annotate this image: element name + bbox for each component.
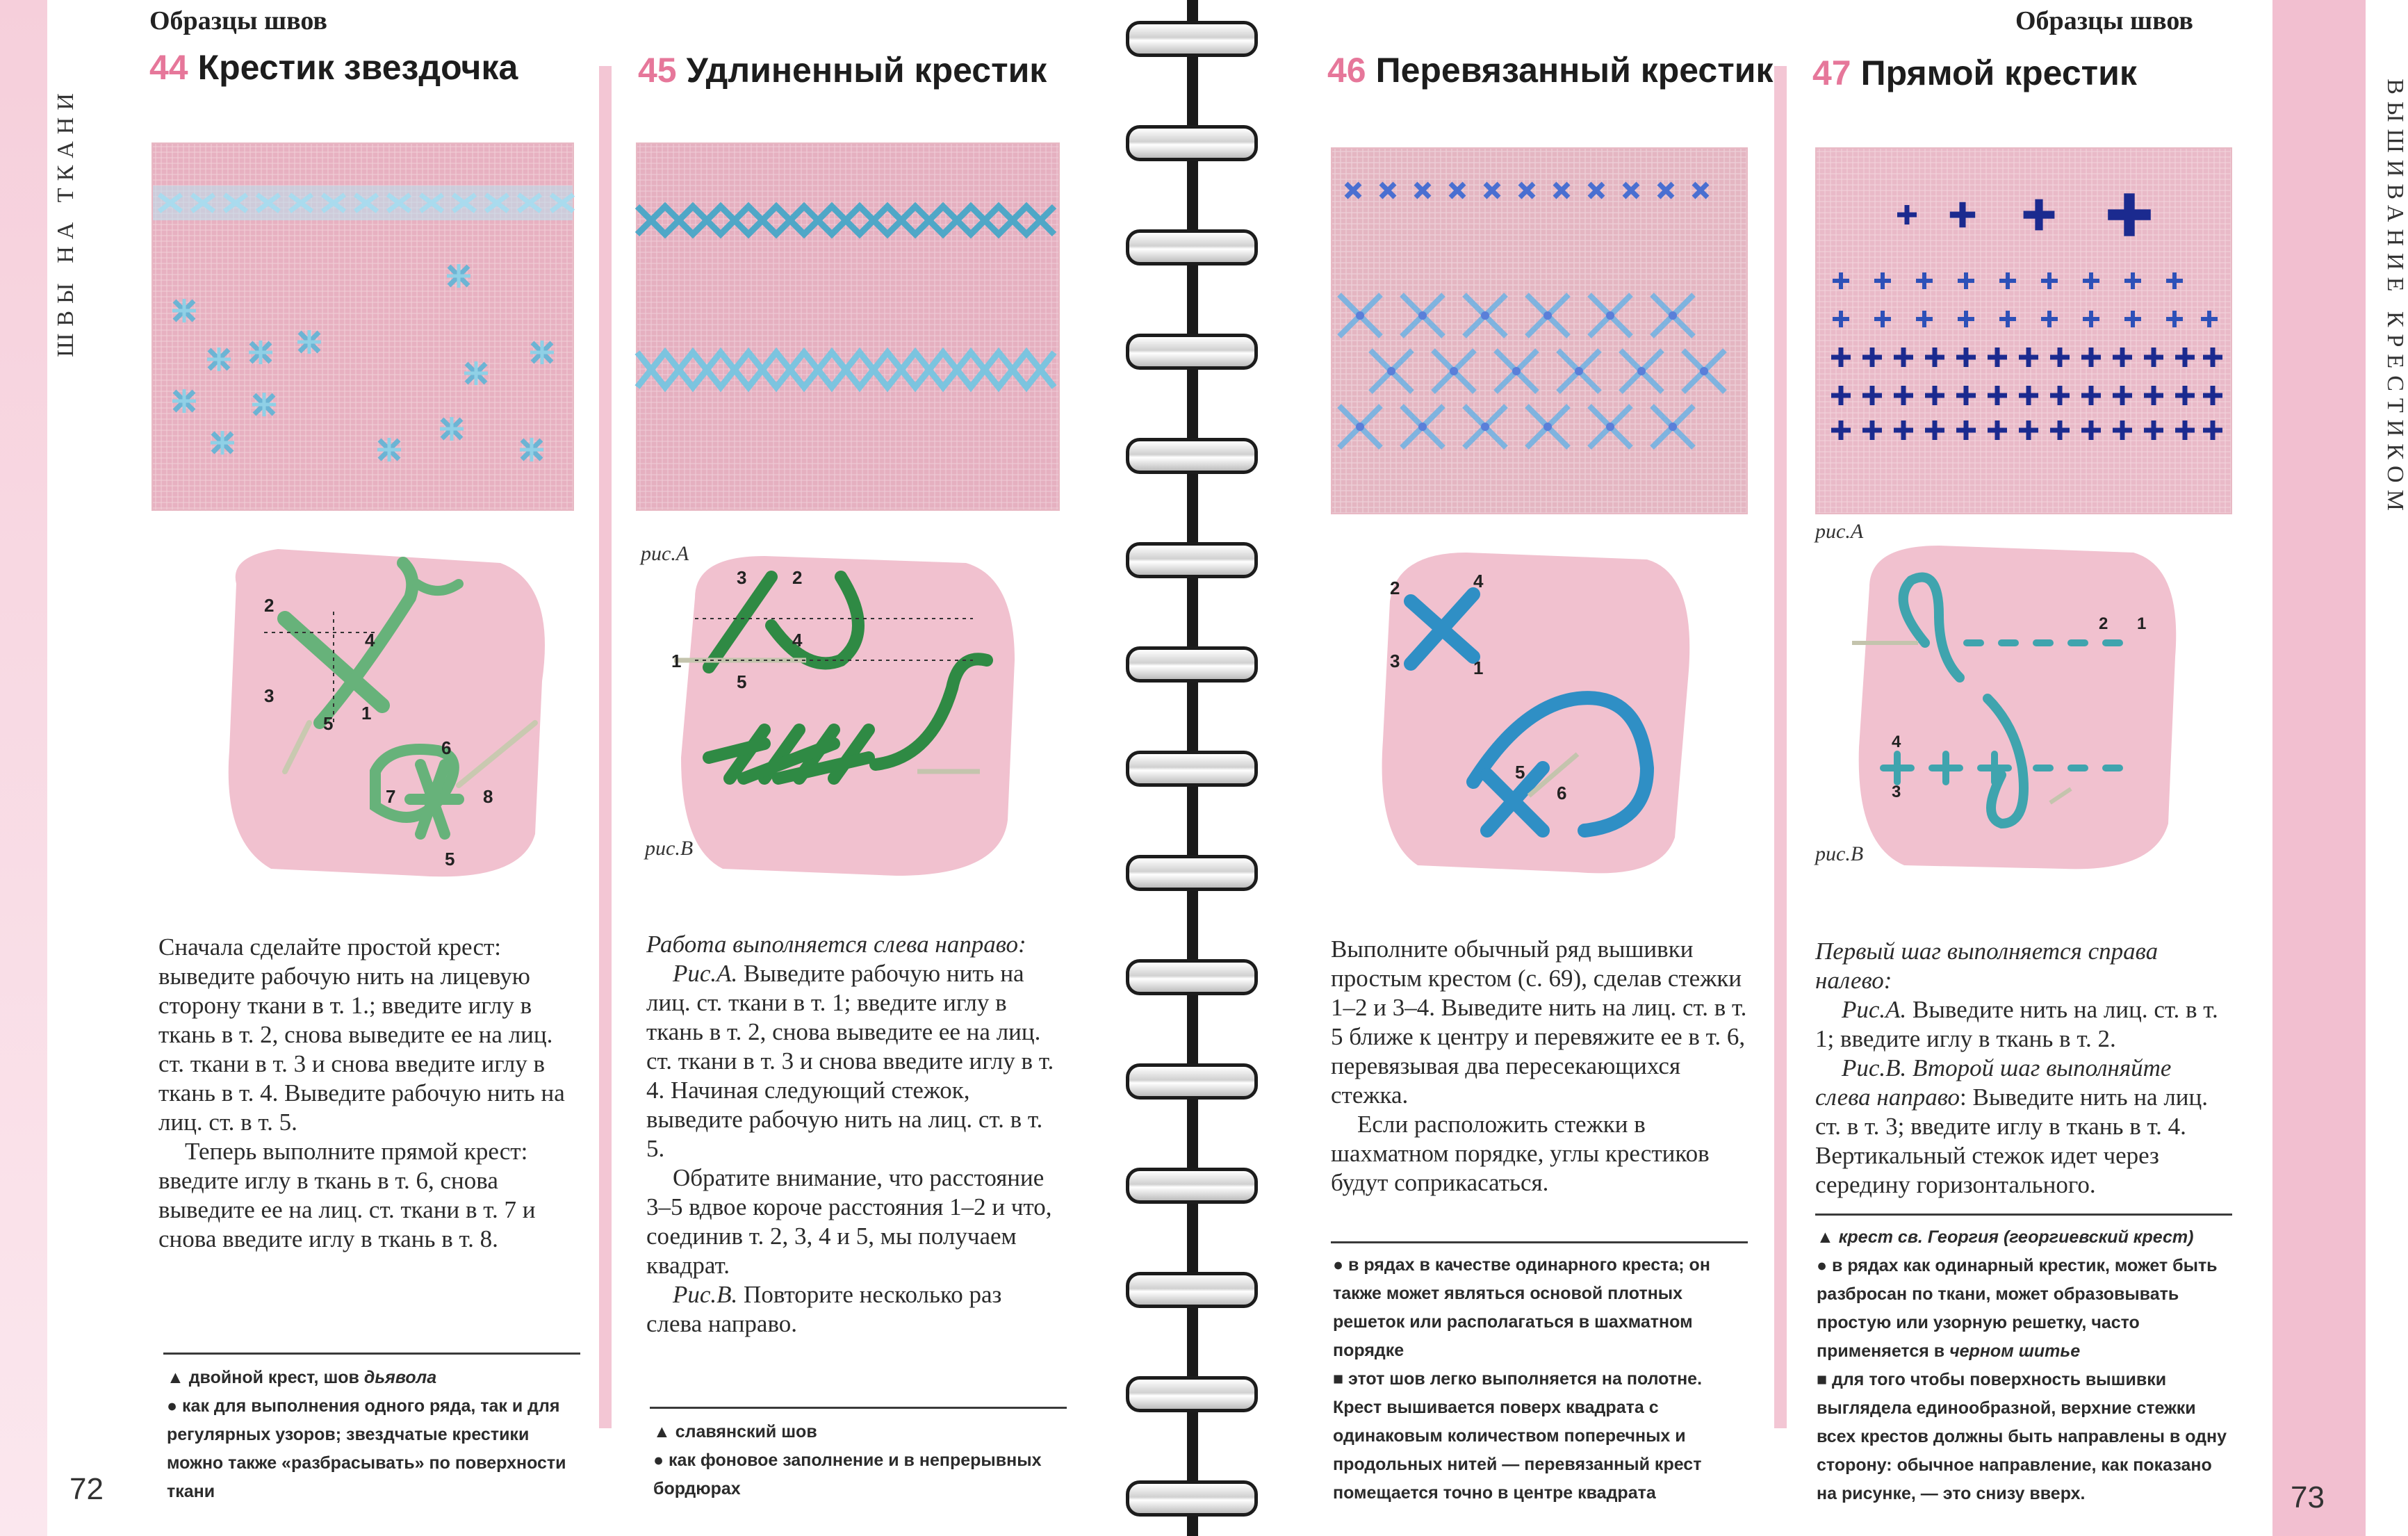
stitch-number: 47 — [1812, 54, 1851, 92]
stitch-notes-44 — [167, 1364, 584, 1506]
tied-cross-sample — [1332, 149, 1746, 513]
diagram-label: 4 — [792, 630, 803, 651]
alt-name: ▲ крест св. Георгия (георгиевский крест) — [1817, 1227, 2194, 1247]
diagram-label: 4 — [1892, 733, 1901, 751]
figure-ref: Рис.В. — [673, 1281, 738, 1308]
diagram-label: 2 — [264, 595, 275, 616]
notes-rule — [163, 1353, 580, 1355]
diagram-label: 2 — [1390, 578, 1400, 598]
tip-note: ■ для того чтобы поверхность вышивки выглядела единообразной, верхние стежки всех крестов должны быть направлены в одну сторону: обычное направление, как показано на рисунке, — это снизу вверх. — [1817, 1370, 2227, 1503]
stitch-diagram-45 — [667, 549, 1029, 883]
intro-line: Первый шаг выполняется справа налево: — [1815, 938, 2159, 994]
diagram-label: 1 — [1473, 657, 1484, 678]
star-cross-sample — [153, 144, 573, 509]
stitch-diagram-47 — [1842, 539, 2189, 886]
figure-ref: Рис.А. — [673, 960, 738, 987]
paragraph: Выполните обычный ряд вышивки простым крестом (с. 69), сделав стежки 1–2 и 3–4. Выведите нить на лиц. ст. в т. 5 ближе к центру и перевяжите ее в т. 6, перевязывая два пересекающихся стежка. — [1331, 936, 1747, 1109]
stitch-photo-44 — [151, 142, 574, 511]
stitch-photo-46 — [1331, 147, 1748, 514]
stitch-body-45 — [646, 930, 1063, 1339]
stitch-notes-46 — [1333, 1251, 1750, 1508]
figure-caption-b: рис.В — [645, 837, 694, 860]
diagram-label: 1 — [2137, 614, 2147, 633]
diagram-label: 2 — [792, 567, 803, 588]
alt-name-prefix: ▲ двойной крест, шов — [167, 1368, 364, 1387]
stitch-number: 46 — [1327, 51, 1366, 90]
diagram-label: 3 — [1390, 651, 1400, 671]
diagram-label: 1 — [671, 651, 682, 671]
figure-caption-a: рис.А — [641, 542, 689, 565]
stitch-name: Прямой крестик — [1860, 54, 2137, 92]
use-note-prefix: ● в рядах как одинарный крестик, может быть разбросан по ткани, может образовывать простую или узорную решетку, часто применяется в — [1817, 1256, 2218, 1361]
stitch-body-47 — [1815, 937, 2232, 1200]
paragraph: : Выведите нить на лиц. ст. в т. 3; введите иглу в ткань в т. 4. Вертикальный стежок идет через середину горизонтального. — [1815, 1084, 2209, 1198]
notes-rule — [1815, 1214, 2232, 1216]
diagram-label: 5 — [1515, 762, 1525, 783]
stitch-notes-47 — [1817, 1223, 2234, 1508]
diagram-label: 7 — [386, 786, 396, 807]
paragraph: Выведите нить на лиц. ст. в т. 1; введите иглу в ткань в т. 2. — [1815, 996, 2218, 1052]
diagram-label: 3 — [1892, 783, 1901, 801]
running-header-left: Образцы швов — [149, 6, 327, 35]
figure-ref: Рис.А. — [1842, 996, 1907, 1023]
diagram-label: 4 — [365, 630, 375, 651]
straight-cross-sample — [1817, 149, 2231, 513]
notes-rule — [1331, 1241, 1748, 1243]
stitch-title-46 — [1327, 50, 1773, 90]
long-cross-sample — [637, 144, 1058, 509]
diagram-label: 5 — [737, 671, 747, 692]
stitch-number: 44 — [149, 48, 188, 87]
figure-caption-b: рис.В — [1815, 842, 1864, 865]
use-note: ● как фоновое заполнение и в непрерывных бордюрах — [653, 1451, 1042, 1498]
diagram-label: 1 — [361, 703, 372, 724]
right-side-tab — [2272, 0, 2366, 1536]
page-number-left: 72 — [69, 1472, 104, 1506]
diagram-label: 6 — [1557, 783, 1567, 803]
stitch-title-45 — [638, 50, 1047, 90]
paragraph: Обратите внимание, что расстояние 3–5 вдвое короче расстояния 1–2 и что, соединив т. 2, 3, 4 и 5, мы получаем квадрат. — [646, 1164, 1052, 1279]
diagram-label: 5 — [323, 713, 334, 734]
diagram-label: 3 — [737, 567, 747, 588]
tip-note: ■ этот шов легко выполняется на полотне. Крест вышивается поверх квадрата с одинаковым количеством поперечных и продольных нитей — перевязанный крест помещается точно в центре квадрата — [1333, 1369, 1703, 1503]
diagram-label: 2 — [2099, 614, 2108, 633]
running-header-right: Образцы швов — [2015, 6, 2193, 35]
paragraph: Если расположить стежки в шахматном порядке, углы крестиков будут соприкасаться. — [1331, 1111, 1710, 1196]
use-note: ● в рядах в качестве одинарного креста; он также может являться основой плотных решеток или располагаться в шахматном порядке — [1333, 1255, 1710, 1360]
intro-line: Работа выполняется слева направо: — [646, 931, 1026, 958]
diagram-label: 4 — [1473, 571, 1484, 591]
stitch-photo-47 — [1815, 147, 2232, 514]
stitch-name: Крестик звездочка — [197, 48, 518, 87]
notes-rule — [650, 1407, 1067, 1409]
stitch-photo-45 — [636, 142, 1060, 511]
use-note: ● как для выполнения одного ряда, так и для регулярных узоров; звездчатые крестики можно также «разбрасывать» по поверхности ткани — [167, 1396, 566, 1501]
alt-name-italic: дьявола — [363, 1368, 437, 1387]
left-side-tab — [0, 0, 47, 1536]
side-tab-label-left: ШВЫ НА ТКАНИ — [52, 86, 79, 357]
use-note-italic: черном шитье — [1949, 1341, 2081, 1361]
page-number-right: 73 — [2291, 1480, 2325, 1514]
column-divider — [1774, 66, 1787, 1428]
paragraph: Повторите несколько раз слева направо. — [646, 1281, 1002, 1337]
diagram-label: 6 — [441, 737, 452, 758]
figure-caption-a: рис.А — [1815, 520, 1864, 543]
side-tab-label-right: ВЫШИВАНИЕ КРЕСТИКОМ — [2382, 79, 2408, 518]
stitch-title-47 — [1812, 53, 2137, 93]
figure-ref: Рис.В. Второй шаг выполняйте слева направо — [1815, 1054, 2172, 1111]
alt-name: ▲ славянский шов — [653, 1422, 817, 1441]
stitch-name: Перевязанный крестик — [1375, 51, 1774, 90]
column-divider — [599, 66, 612, 1428]
diagram-label: 8 — [483, 786, 493, 807]
paragraph: Выведите рабочую нить на лиц. ст. ткани в т. 1; введите иглу в ткань в т. 2, снова выведите ее на лиц. ст. ткани в т. 3 и снова введите иглу в т. 4. Начиная следующий стежок, выведите рабочую нить на лиц. ст. в т. 5. — [646, 960, 1054, 1162]
stitch-body-44 — [158, 933, 575, 1254]
stitch-name: Удлиненный крестик — [686, 51, 1047, 90]
stitch-title-44 — [149, 47, 518, 88]
stitch-diagram-46 — [1369, 546, 1703, 886]
paragraph: Сначала сделайте простой крест: выведите рабочую нить на лицевую сторону ткани в т. 1.; введите иглу в ткань в т. 2, снова выведите ее на лиц. ст. ткани в т. 3 и снова введите иглу в ткань в т. 4. Выведите рабочую нить на лиц. ст. в т. 5. — [158, 933, 565, 1136]
diagram-label: 3 — [264, 685, 275, 706]
stitch-diagram-44 — [208, 542, 577, 890]
stitch-body-46 — [1331, 935, 1748, 1198]
paragraph: Теперь выполните прямой крест: введите иглу в ткань в т. 6, снова выведите ее на лиц. ст. ткани в т. 7 и снова введите иглу в ткань в т. 8. — [158, 1138, 536, 1252]
stitch-notes-45 — [653, 1418, 1070, 1503]
stitch-number: 45 — [638, 51, 677, 90]
diagram-label: 5 — [445, 849, 455, 869]
